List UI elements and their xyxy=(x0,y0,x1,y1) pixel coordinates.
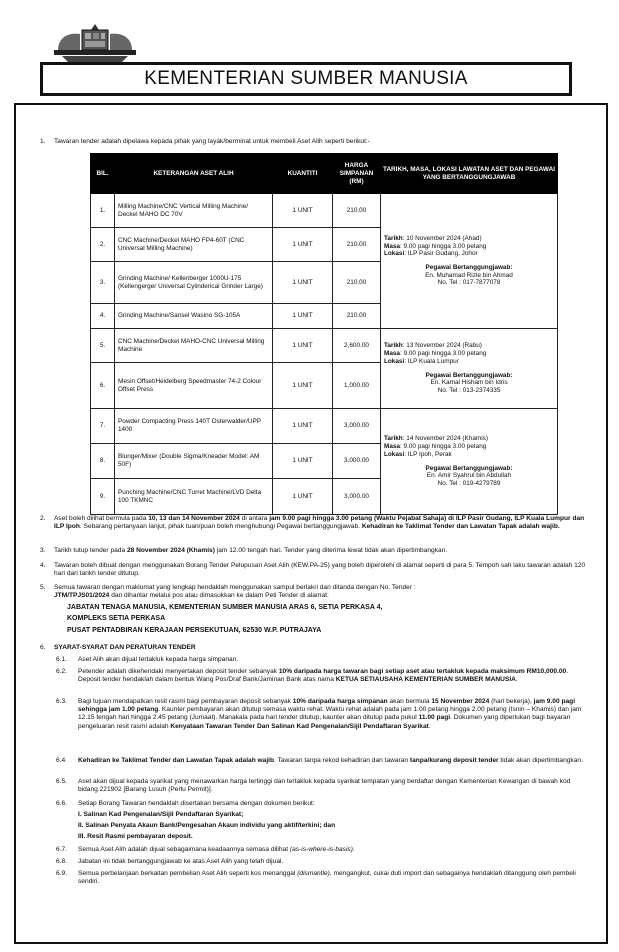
para-1-text: Tawaran tender adalah dipelawa kepada pihak yang layak/berminat untuk membeli Aset Alih seperti berikut:- xyxy=(54,138,370,145)
para-2-text: Aset boleh dilihat bermula pada 10, 13 dan 14 November 2024 di antara jam 9.00 pagi hingga 3.00 petang (Waktu Pejabat Sahaja) di ILP Pasir Gudang, ILP Kuala Lumpur dan ILP Ipoh. Sebarang pertanyaan lanjut, pihak tuan/puan boleh menghubungi Pegawai bertanggungjawab. Kehadiran ke Taklimat Tender dan Lawatan Tapak adalah wajib. xyxy=(54,515,585,531)
row-desc: Punching Machine/CNC Turret Machine/LVD Delta 100 TKMNC xyxy=(115,479,273,515)
para-3-number: 3. xyxy=(40,547,46,554)
sub-6-6-number: 6.6. xyxy=(56,800,67,807)
row-price: 210.00 xyxy=(333,304,381,329)
row-price: 2,600.00 xyxy=(333,329,381,363)
sub-6-3-text: Bagi tujuan mendapatkan resit rasmi bagi pembayaran deposit sebanyak 10% daripada harga simpanan akan bermula 15 November 2024 (hari bekerja), jam 9.00 pagi sehingga jam 1.00 petang. Kaunter pembayaran akan ditutup semasa waktu rehat. Waktu rehat adalah pada jam 1.00 petang hingga 2.00 petang (Isnin – Khamis) dan jam 12.15 tengah hari hingga 2.45 petang (Jumaat). Manakala pada hari tender ditutup, kaunter akan ditutup pada pukul 11.00 pagi. Dokumen yang diperlukan bagi bayaran pengeluaran resit rasmi adalah Kenyataan Tawaran Tender Dan Salinan Kad Pengenalan/Sijil Pendaftaran Syarikat. xyxy=(78,698,582,730)
para-5-text: Semua tawaran dengan maklumat yang lengkap hendaklah menggunakan sampul berlakri dan ditanda dengan No. Tender : JTM/TPJS01/2024 dan dihantar melalui pos atau dimasukkan ke dalam Peti Tender di alamat: xyxy=(54,584,416,600)
coat-of-arms-icon xyxy=(48,20,142,64)
para-2-number: 2. xyxy=(40,515,46,522)
document-item-2: II. Salinan Penyata Akaun Bank/Pengesahan Akaun individu yang aktif/terkini; dan xyxy=(78,822,336,829)
row-price: 3,000.00 xyxy=(333,444,381,479)
sub-6-1-text: Aset Alih akan dijual tertakluk kepada harga simpanan. xyxy=(78,656,239,663)
row-desc: Powder Compacting Press 140T Osterwalder/UPP 1400 xyxy=(115,409,273,444)
sub-6-6-text: Setiap Borang Tawaran hendaklah disertakan bersama dengan dokumen berikut: xyxy=(78,800,315,807)
visit-info-pasir-gudang: Tarikh: 10 November 2024 (Ahad) Masa: 9.00 pagi hingga 3.00 petang Lokasi: ILP Pasir Gudang, Johor Pegawai Bertanggungjawab: En. Muhamad Rizle bin Ahmad No. Tel : 017-7877078 xyxy=(381,194,558,329)
row-bil: 3. xyxy=(91,262,115,304)
row-bil: 7. xyxy=(91,409,115,444)
conditions-heading: SYARAT-SYARAT DAN PERATURAN TENDER xyxy=(54,644,196,651)
row-desc: CNC Machine/Deckel MAHO-CNC Universal Milling Machine xyxy=(115,329,273,363)
address-line-1: JABATAN TENAGA MANUSIA, KEMENTERIAN SUMBER MANUSIA ARAS 6, SETIA PERKASA 4, xyxy=(67,604,383,611)
row-price: 3,000.00 xyxy=(333,409,381,444)
table-row xyxy=(91,329,558,363)
row-desc: CNC Machine/Deckel MAHO FP4-60T (CNC Universal Milling Machine) xyxy=(115,228,273,262)
sub-6-4-number: 6.4. xyxy=(56,757,67,764)
row-bil: 6. xyxy=(91,363,115,409)
sub-6-1-number: 6.1. xyxy=(56,656,67,663)
row-price: 210.00 xyxy=(333,194,381,228)
row-bil: 1. xyxy=(91,194,115,228)
para-1-number: 1. xyxy=(40,138,46,145)
ministry-title: KEMENTERIAN SUMBER MANUSIA xyxy=(40,62,572,96)
row-qty: 1 UNIT xyxy=(273,444,333,479)
row-qty: 1 UNIT xyxy=(273,409,333,444)
address-line-2: KOMPLEKS SETIA PERKASA xyxy=(67,615,166,622)
sub-6-2-number: 6.2. xyxy=(56,668,67,675)
row-desc: Mesin Offset/Heidelberg Speedmaster 74-2 Colour Offset Press xyxy=(115,363,273,409)
row-price: 3,000.00 xyxy=(333,479,381,515)
address-line-3: PUSAT PENTADBIRAN KERAJAAN PERSEKUTUAN, 62530 W.P. PUTRAJAYA xyxy=(67,627,322,634)
col-header-tarikh: TARIKH, MASA, LOKASI LAWATAN ASET DAN PEGAWAI YANG BERTANGGUNGJAWAB xyxy=(381,154,558,194)
para-6-number: 6. xyxy=(40,644,46,651)
row-qty: 1 UNIT xyxy=(273,304,333,329)
sub-6-8-text: Jabatan ini tidak bertanggungjawab ke atas Aset Alih yang telah dijual. xyxy=(78,858,284,865)
para-4-number: 4. xyxy=(40,562,46,569)
sub-6-7-number: 6.7. xyxy=(56,846,67,853)
sub-6-5-text: Aset akan dijual kepada syarikat yang menawarkan harga tertinggi dan tertakluk kepada syarikat tempatan yang berdaftar dengan Kementerian Kewangan di bawah kod bidang 221902 [Barang Lusuh (Perlu Permit)]. xyxy=(78,778,571,794)
row-bil: 4. xyxy=(91,304,115,329)
row-desc: Milling Machine/CNC Vertical Milling Machine/ Deckel MAHO DC 70V xyxy=(115,194,273,228)
document-item-3: III. Resit Rasmi pembayaran deposit. xyxy=(78,833,193,840)
table-row xyxy=(91,194,558,228)
row-desc: Grinding Machine/Sansel Wasino SG-105A xyxy=(115,304,273,329)
row-bil: 5. xyxy=(91,329,115,363)
col-header-keterangan: KETERANGAN ASET ALIH xyxy=(115,154,273,194)
col-header-kuantiti: KUANTITI xyxy=(273,154,333,194)
sub-6-3-number: 6.3. xyxy=(56,698,67,705)
row-qty: 1 UNIT xyxy=(273,262,333,304)
table-header-row xyxy=(91,154,558,194)
col-header-harga: HARGA SIMPANAN (RM) xyxy=(333,154,381,194)
row-price: 210.00 xyxy=(333,228,381,262)
para-4-text: Tawaran boleh dibuat dengan menggunakan Borang Tender Pelupusan Aset Alih (KEW.PA-25) yang boleh diperolehi di alamat seperti di para 5. Tempoh sah laku tawaran adalah 120 hari dari tarikh tender ditutup. xyxy=(54,562,586,578)
visit-info-kuala-lumpur: Tarikh: 13 November 2024 (Rabu) Masa: 9.00 pagi hingga 3.00 petang Lokasi: ILP Kuala Lumpur Pegawai Bertanggungjawab: En. Kamal Hisham bin Idris No. Tel : 013-2374335 xyxy=(381,329,558,409)
row-bil: 8. xyxy=(91,444,115,479)
row-qty: 1 UNIT xyxy=(273,228,333,262)
row-qty: 1 UNIT xyxy=(273,363,333,409)
sub-6-2-text: Petender adalah dikehendaki menyertakan deposit tender sebanyak 10% daripada harga tawaran bagi setiap aset atau tertakluk kepada maksimum RM10,000.00. Deposit tender hendaklah dalam bentuk Wang Pos/Draf Bank/Jaminan Bank atas nama KETUA SETIAUSAHA KEMENTERIAN SUMBER MANUSIA. xyxy=(78,668,569,684)
document-item-1: I. Salinan Kad Pengenalan/Sijil Pendaftaran Syarikat; xyxy=(78,811,244,818)
row-desc: Blunger/Mixer (Double Sigma/Kneader Model: AM 50F) xyxy=(115,444,273,479)
row-qty: 1 UNIT xyxy=(273,194,333,228)
row-desc: Grinding Machine/ Kellenberger 1000U-175 (Kellengerger Universal Cylinderical Grinder Large) xyxy=(115,262,273,304)
row-qty: 1 UNIT xyxy=(273,479,333,515)
sub-6-5-number: 6.5. xyxy=(56,778,67,785)
row-qty: 1 UNIT xyxy=(273,329,333,363)
sub-6-8-number: 6.8. xyxy=(56,858,67,865)
col-header-bil: BIL. xyxy=(91,154,115,194)
para-5-number: 5. xyxy=(40,584,46,591)
row-bil: 2. xyxy=(91,228,115,262)
sub-6-7-text: Semua Aset Alih adalah dijual sebagaimana keadaannya semasa dilihat (as-is-where-is-basis). xyxy=(78,846,355,853)
row-bil: 9. xyxy=(91,479,115,515)
row-price: 1,000.00 xyxy=(333,363,381,409)
table-row xyxy=(91,409,558,444)
sub-6-4-text: Kehadiran ke Taklimat Tender dan Lawatan Tapak adalah wajib. Tawaran tanpa rekod kehadiran dan tawaran tanpa/kurang deposit tender tidak akan dipertimbangkan. xyxy=(78,757,583,764)
para-3-text: Tarikh tutup tender pada 28 November 2024 (Khamis) jam 12.00 tengah hari. Tender yang diterima lewat tidak akan dipertimbangkan. xyxy=(54,547,448,554)
visit-info-ipoh: Tarikh: 14 November 2024 (Khamis) Masa: 9.00 pagi hingga 3.00 petang Lokasi: ILP Ipoh, Perak Pegawai Bertanggungjawab: En. Amir Syahrul bin Abdullah No. Tel : 019-4279789 xyxy=(381,409,558,515)
row-price: 210.00 xyxy=(333,262,381,304)
sub-6-9-number: 6.9. xyxy=(56,870,67,877)
sub-6-9-text: Semua perbelanjaan berkaitan pembelian Aset Alih seperti kos menanggal (dismantle), mengangkut, cukai duti import dan sebagainya hendaklah ditanggung oleh pembeli sendiri. xyxy=(78,870,576,886)
asset-table xyxy=(90,153,558,515)
